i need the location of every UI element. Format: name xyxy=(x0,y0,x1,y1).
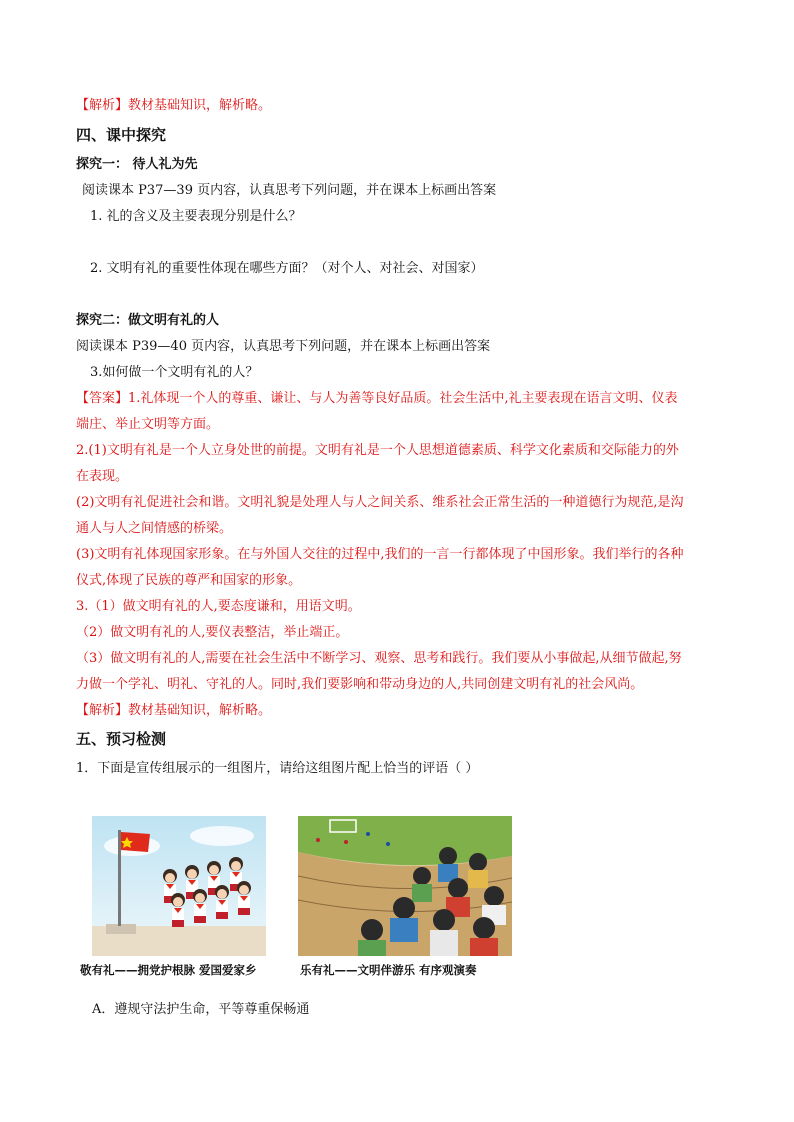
answer-line: 3.（1）做文明有礼的人,要态度谦和，用语文明。 xyxy=(76,599,361,614)
section-5-heading: 五、预习检测 xyxy=(76,730,167,748)
answer-line: （2）做文明有礼的人,要仪表整洁，举止端正。 xyxy=(76,625,349,640)
answer-line: （3）做文明有礼的人,需要在社会生活中不断学习、观察、思考和践行。我们要从小事做起,从细节做起,努 xyxy=(76,651,682,666)
answer-line: 【答案】1.礼体现一个人的尊重、谦让、与人为善等良好品质。社会生活中,礼主要表现在语言文明、仪表 xyxy=(76,391,678,406)
answer-line: 端庄、举止文明等方面。 xyxy=(76,417,220,432)
answer-line: 通人与人之间情感的桥梁。 xyxy=(76,521,233,536)
explore-1-title: 探究一： 待人礼为先 xyxy=(76,157,198,172)
image-caption-1: 敬有礼——拥党护根脉 爱国爱家乡 xyxy=(80,963,257,977)
question-2: 2. 文明有礼的重要性体现在哪些方面？（对个人、对社会、对国家） xyxy=(90,261,484,276)
answer-line: 力做一个学礼、明礼、守礼的人。同时,我们要影响和带动身边的人,共同创建文明有礼的社会风尚。 xyxy=(76,677,644,692)
answer-line: 在表现。 xyxy=(76,469,129,484)
analysis-line: 【解析】教材基础知识，解析略。 xyxy=(76,703,272,718)
answer-line: 仪式,体现了民族的尊严和国家的形象。 xyxy=(76,573,302,588)
section-4-heading: 四、课中探究 xyxy=(76,126,167,144)
analysis-line: 【解析】教材基础知识，解析略。 xyxy=(76,98,272,113)
explore-2-title: 探究二：做文明有礼的人 xyxy=(76,313,220,328)
flag-salute-illustration xyxy=(92,816,266,956)
answer-line: 2.(1)文明有礼是一个人立身处世的前提。文明有礼是一个人思想道德素质、科学文化素质和交际能力的外 xyxy=(76,443,679,458)
answer-line: (2)文明有礼促进社会和谐。文明礼貌是处理人与人之间关系、维系社会正常生活的一种道德行为规范,是沟 xyxy=(76,495,684,510)
option-a: A．遵规守法护生命，平等尊重保畅通 xyxy=(92,1002,310,1017)
question-3: 3.如何做一个文明有礼的人？ xyxy=(90,365,259,380)
question-1: 1. 礼的含义及主要表现分别是什么？ xyxy=(90,209,302,224)
explore-1-instruction: 阅读课本 P37—39 页内容，认真思考下列问题，并在课本上标画出答案 xyxy=(82,183,497,198)
answer-line: (3)文明有礼体现国家形象。在与外国人交往的过程中,我们的一言一行都体现了中国形象。我们举行的各种 xyxy=(76,547,684,562)
audience-illustration xyxy=(298,816,512,956)
image-caption-2: 乐有礼——文明伴游乐 有序观演奏 xyxy=(300,963,477,977)
explore-2-instruction: 阅读课本 P39—40 页内容，认真思考下列问题，并在课本上标画出答案 xyxy=(76,339,491,354)
problem-1: 1．下面是宣传组展示的一组图片，请给这组图片配上恰当的评语（ ） xyxy=(76,761,479,776)
